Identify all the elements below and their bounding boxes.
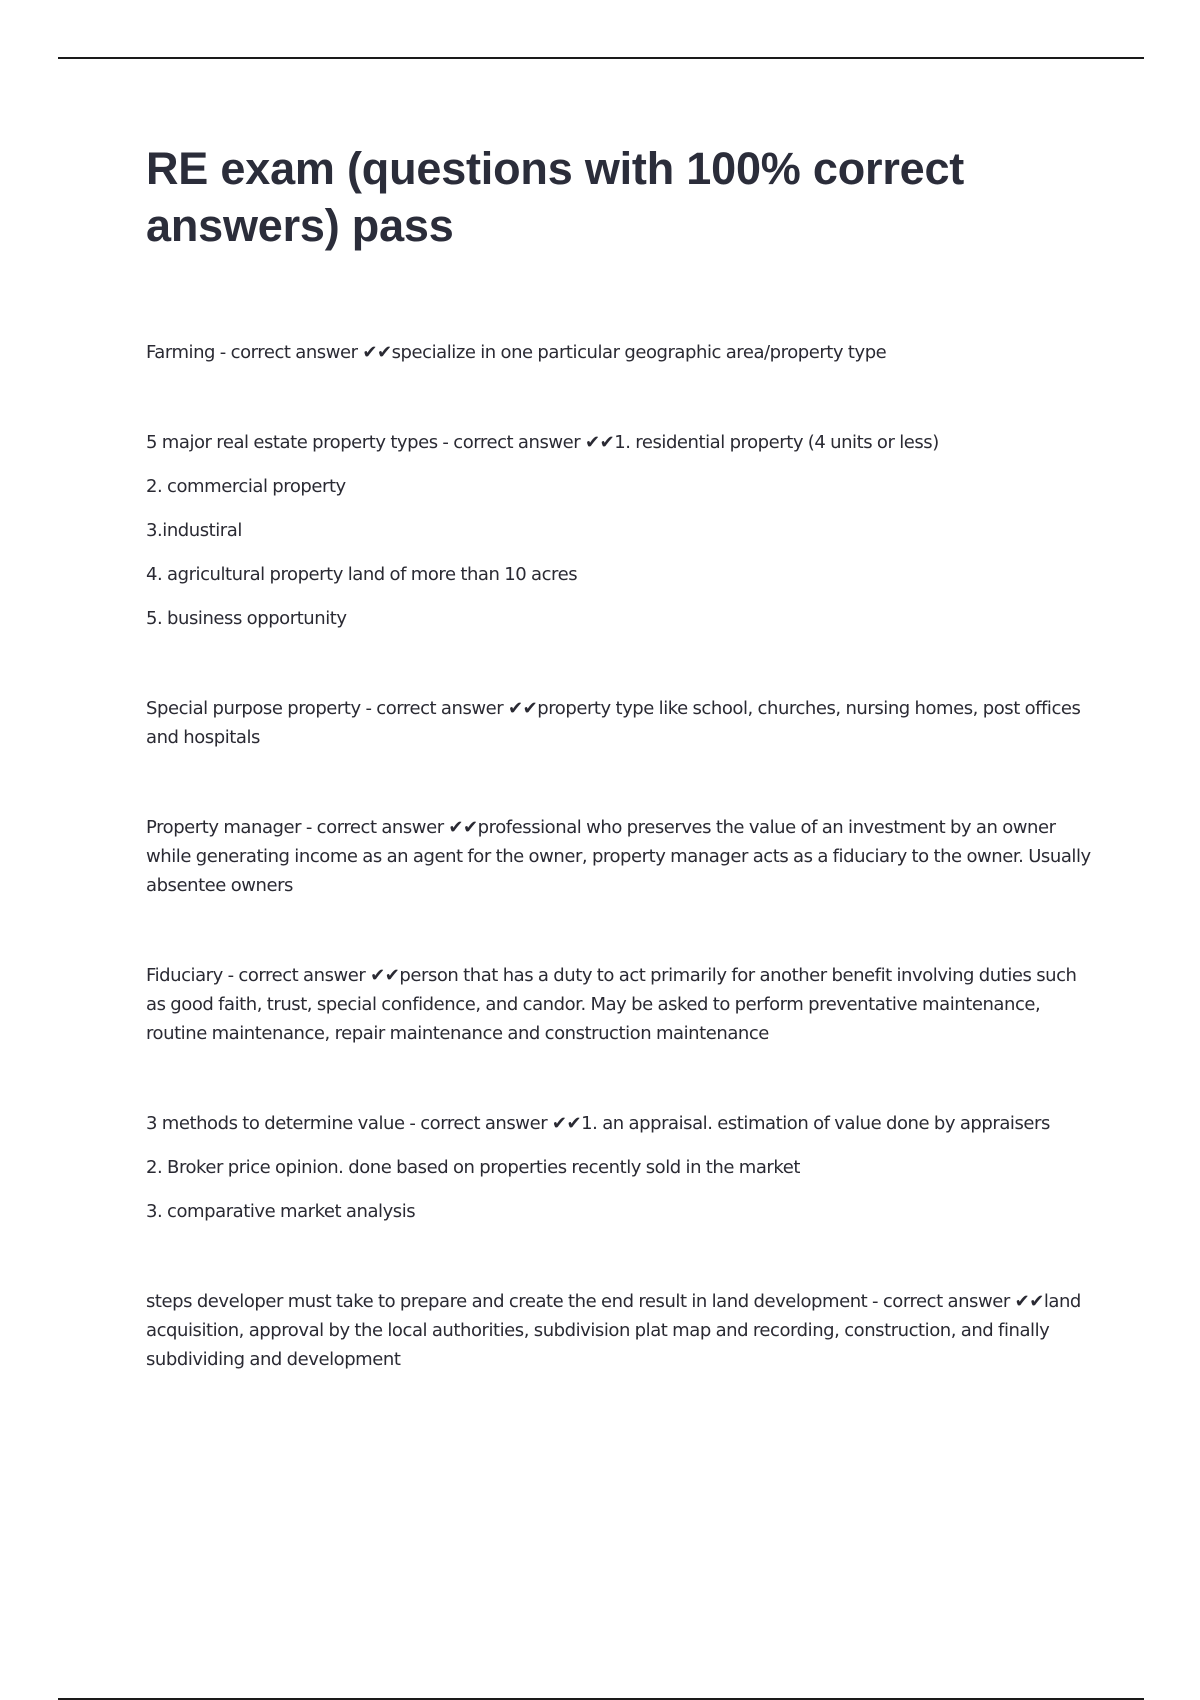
qa-list (146, 338, 1096, 1374)
qa-question-answer: steps developer must take to prepare and create the end result in land development - correct answer ✔✔land acquisition, approval by the local authorities, subdivision plat map and recording, construction, and finally subdividing and development (146, 1291, 1081, 1370)
qa-question-answer: Fiduciary - correct answer ✔✔person that has a duty to act primarily for another benefit involving duties such as good faith, trust, special confidence, and candor. May be asked to perform preventative maintenance, routine maintenance, repair maintenance and construction maintenance (146, 965, 1077, 1044)
qa-answer-line: 2. Broker price opinion. done based on properties recently sold in the market (146, 1157, 800, 1178)
qa-item (146, 1109, 1096, 1226)
qa-answer-line: 3. comparative market analysis (146, 1201, 416, 1222)
qa-question-answer: Farming - correct answer ✔✔specialize in one particular geographic area/property type (146, 342, 887, 363)
qa-item (146, 961, 1096, 1048)
document-title: RE exam (questions with 100% correct answers) pass (146, 143, 965, 251)
qa-answer-line: 4. agricultural property land of more than 10 acres (146, 564, 578, 585)
qa-item (146, 338, 1096, 367)
qa-answer-line: 3.industiral (146, 520, 242, 541)
qa-item (146, 813, 1096, 900)
qa-item (146, 428, 1096, 633)
document-page (146, 140, 1096, 1435)
top-rule (58, 57, 1144, 59)
qa-question-answer: 5 major real estate property types - correct answer ✔✔1. residential property (4 units or less) (146, 432, 939, 453)
qa-question-answer: 3 methods to determine value - correct answer ✔✔1. an appraisal. estimation of value done by appraisers (146, 1113, 1050, 1134)
qa-answer-line: 5. business opportunity (146, 608, 347, 629)
qa-item (146, 694, 1096, 752)
qa-question-answer: Property manager - correct answer ✔✔professional who preserves the value of an investment by an owner while generating income as an agent for the owner, property manager acts as a fiduciary to the owner. Usually absentee owners (146, 817, 1091, 896)
qa-item (146, 1287, 1096, 1374)
qa-answer-line: 2. commercial property (146, 476, 346, 497)
qa-question-answer: Special purpose property - correct answer ✔✔property type like school, churches, nursing homes, post offices and hospitals (146, 698, 1081, 748)
